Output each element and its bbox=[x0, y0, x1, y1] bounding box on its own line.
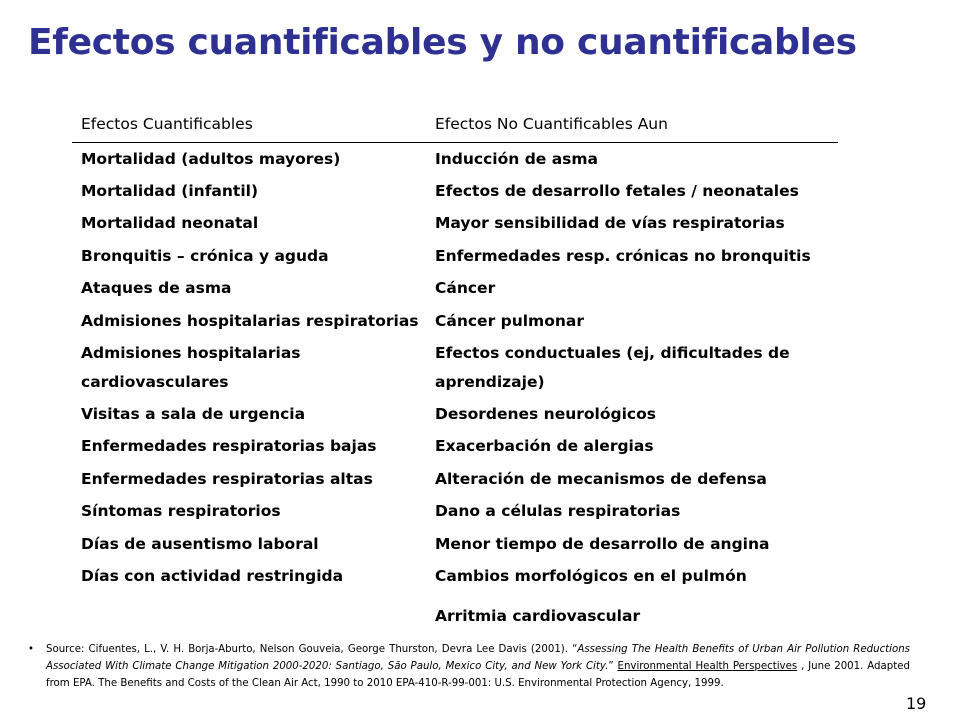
quantifiable-effect: Mortalidad (adultos mayores) bbox=[81, 149, 341, 168]
quantifiable-effect: Días de ausentismo laboral bbox=[81, 534, 319, 553]
citation-quote-close: ” bbox=[608, 661, 618, 672]
quantifiable-effect: Síntomas respiratorios bbox=[81, 502, 281, 521]
quantifiable-effect bbox=[72, 593, 426, 631]
bullet-marker: • bbox=[28, 644, 35, 655]
quantifiable-effect: Ataques de asma bbox=[81, 279, 232, 298]
table-row bbox=[72, 208, 838, 240]
effects-table bbox=[72, 108, 838, 631]
table-row bbox=[72, 593, 838, 631]
table-row bbox=[72, 431, 838, 463]
non-quantifiable-effect: Exacerbación de alergias bbox=[435, 437, 654, 456]
citation-lead: Source: Cifuentes, L., V. H. Borja-Aburto, Nelson Gouveia, George Thurston, Devra Lee Davis (2001). “ bbox=[46, 644, 578, 655]
citation-journal: Environmental Health Perspectives bbox=[617, 661, 798, 672]
table-header-row bbox=[72, 108, 838, 143]
slide-title: Efectos cuantificables y no cuantificables bbox=[28, 22, 857, 63]
table-row bbox=[72, 337, 838, 398]
table-row bbox=[72, 273, 838, 305]
non-quantifiable-effect: Dano a células respiratorias bbox=[435, 502, 681, 521]
non-quantifiable-effect: Efectos conductuales (ej, dificultades de aprendizaje) bbox=[435, 343, 790, 391]
non-quantifiable-effect: Alteración de mecanismos de defensa bbox=[435, 469, 767, 488]
non-quantifiable-effect: Arritmia cardiovascular bbox=[435, 606, 641, 625]
column-header-non-quantifiable: Efectos No Cuantificables Aun bbox=[426, 108, 838, 143]
table-row bbox=[72, 496, 838, 528]
table-row bbox=[72, 398, 838, 430]
non-quantifiable-effect: Desordenes neurológicos bbox=[435, 405, 656, 424]
non-quantifiable-effect: Menor tiempo de desarrollo de angina bbox=[435, 534, 770, 553]
quantifiable-effect: Admisiones hospitalarias respiratorias bbox=[81, 311, 419, 330]
non-quantifiable-effect: Cáncer pulmonar bbox=[435, 311, 584, 330]
non-quantifiable-effect: Mayor sensibilidad de vías respiratorias bbox=[435, 214, 785, 233]
table-row bbox=[72, 240, 838, 272]
non-quantifiable-effect: Inducción de asma bbox=[435, 149, 598, 168]
table-row bbox=[72, 560, 838, 592]
quantifiable-effect: Enfermedades respiratorias bajas bbox=[81, 437, 377, 456]
table-row bbox=[72, 463, 838, 495]
citation-title: Assessing The Health Benefits of Urban Air Pollution Reductions Associated With Climate Change Mitigation 2000-2020: Santiago, São Paulo, Mexico City, and New York City. bbox=[46, 644, 910, 672]
non-quantifiable-effect: Efectos de desarrollo fetales / neonatales bbox=[435, 182, 799, 201]
non-quantifiable-effect: Cambios morfológicos en el pulmón bbox=[435, 566, 747, 585]
quantifiable-effect: Días con actividad restringida bbox=[81, 566, 344, 585]
quantifiable-effect: Enfermedades respiratorias altas bbox=[81, 469, 373, 488]
citation-tail: , June 2001. Adapted from EPA. The Benefits and Costs of the Clean Air Act, 1990 to 2010 EPA-410-R-99-001: U.S. Environmental Protection Agency, 1999. bbox=[46, 661, 910, 689]
table-row bbox=[72, 305, 838, 337]
quantifiable-effect: Mortalidad (infantil) bbox=[81, 182, 259, 201]
table-row bbox=[72, 143, 838, 176]
table-row bbox=[72, 175, 838, 207]
quantifiable-effect: Admisiones hospitalarias cardiovasculares bbox=[81, 343, 301, 391]
source-citation bbox=[28, 641, 910, 692]
non-quantifiable-effect: Cáncer bbox=[435, 279, 496, 298]
non-quantifiable-effect: Enfermedades resp. crónicas no bronquitis bbox=[435, 246, 811, 265]
quantifiable-effect: Visitas a sala de urgencia bbox=[81, 405, 306, 424]
quantifiable-effect: Mortalidad neonatal bbox=[81, 214, 259, 233]
page-number: 19 bbox=[906, 694, 927, 713]
table-row bbox=[72, 528, 838, 560]
column-header-quantifiable: Efectos Cuantificables bbox=[72, 108, 426, 143]
source-text bbox=[46, 641, 910, 692]
quantifiable-effect: Bronquitis – crónica y aguda bbox=[81, 246, 329, 265]
